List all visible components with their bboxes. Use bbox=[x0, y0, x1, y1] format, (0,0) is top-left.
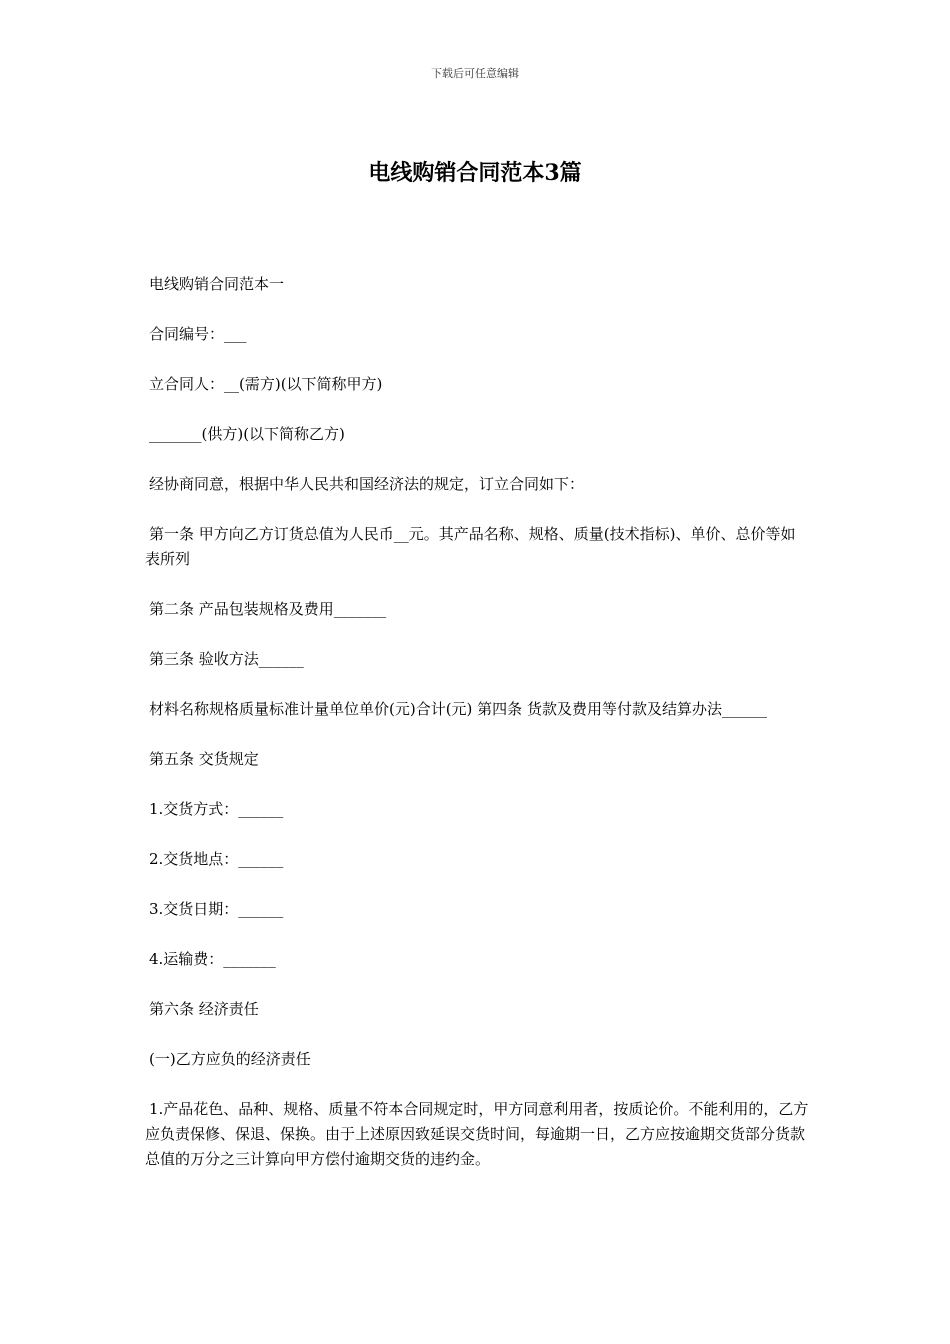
agreement-preamble: 经协商同意，根据中华人民共和国经济法的规定，订立合同如下： bbox=[149, 475, 585, 493]
article-3: 第三条 验收方法______ bbox=[149, 650, 304, 668]
delivery-method: 1.交货方式：______ bbox=[149, 800, 284, 818]
transport-fee: 4.运输费：_______ bbox=[149, 950, 276, 968]
delivery-date: 3.交货日期：______ bbox=[149, 900, 284, 918]
party-a-line: 立合同人：__(需方)(以下简称甲方) bbox=[149, 375, 383, 393]
article-6-heading: 第六条 经济责任 bbox=[149, 1000, 259, 1018]
header-note: 下载后可任意编辑 bbox=[431, 67, 519, 80]
section-heading-contract-one: 电线购销合同范本一 bbox=[149, 275, 285, 293]
article-5-heading: 第五条 交货规定 bbox=[149, 750, 259, 768]
party-b-line: _______(供方)(以下简称乙方) bbox=[149, 425, 345, 443]
article-1: 第一条 甲方向乙方订货总值为人民币__元。其产品名称、规格、质量(技术指标)、单价、总价等如表所列 bbox=[145, 525, 796, 568]
article-4: 材料名称规格质量标准计量单位单价(元)合计(元) 第四条 货款及费用等付款及结算办法______ bbox=[149, 700, 767, 718]
party-b-liability-heading: (一)乙方应负的经济责任 bbox=[149, 1050, 311, 1068]
liability-clause-1: 1.产品花色、品种、规格、质量不符本合同规定时，甲方同意利用者，按质论价。不能利用的，乙方应负责保修、保退、保换。由于上述原因致延误交货时间，每逾期一日，乙方应按逾期交货部分货款总值的万分之三计算向甲方偿付逾期交货的违约金。 bbox=[145, 1100, 809, 1168]
delivery-location: 2.交货地点：______ bbox=[149, 850, 284, 868]
contract-number-line: 合同编号：___ bbox=[149, 325, 247, 343]
article-2: 第二条 产品包装规格及费用_______ bbox=[149, 600, 387, 618]
document-body bbox=[145, 272, 810, 1197]
document-title: 电线购销合同范本3篇 bbox=[368, 160, 582, 186]
